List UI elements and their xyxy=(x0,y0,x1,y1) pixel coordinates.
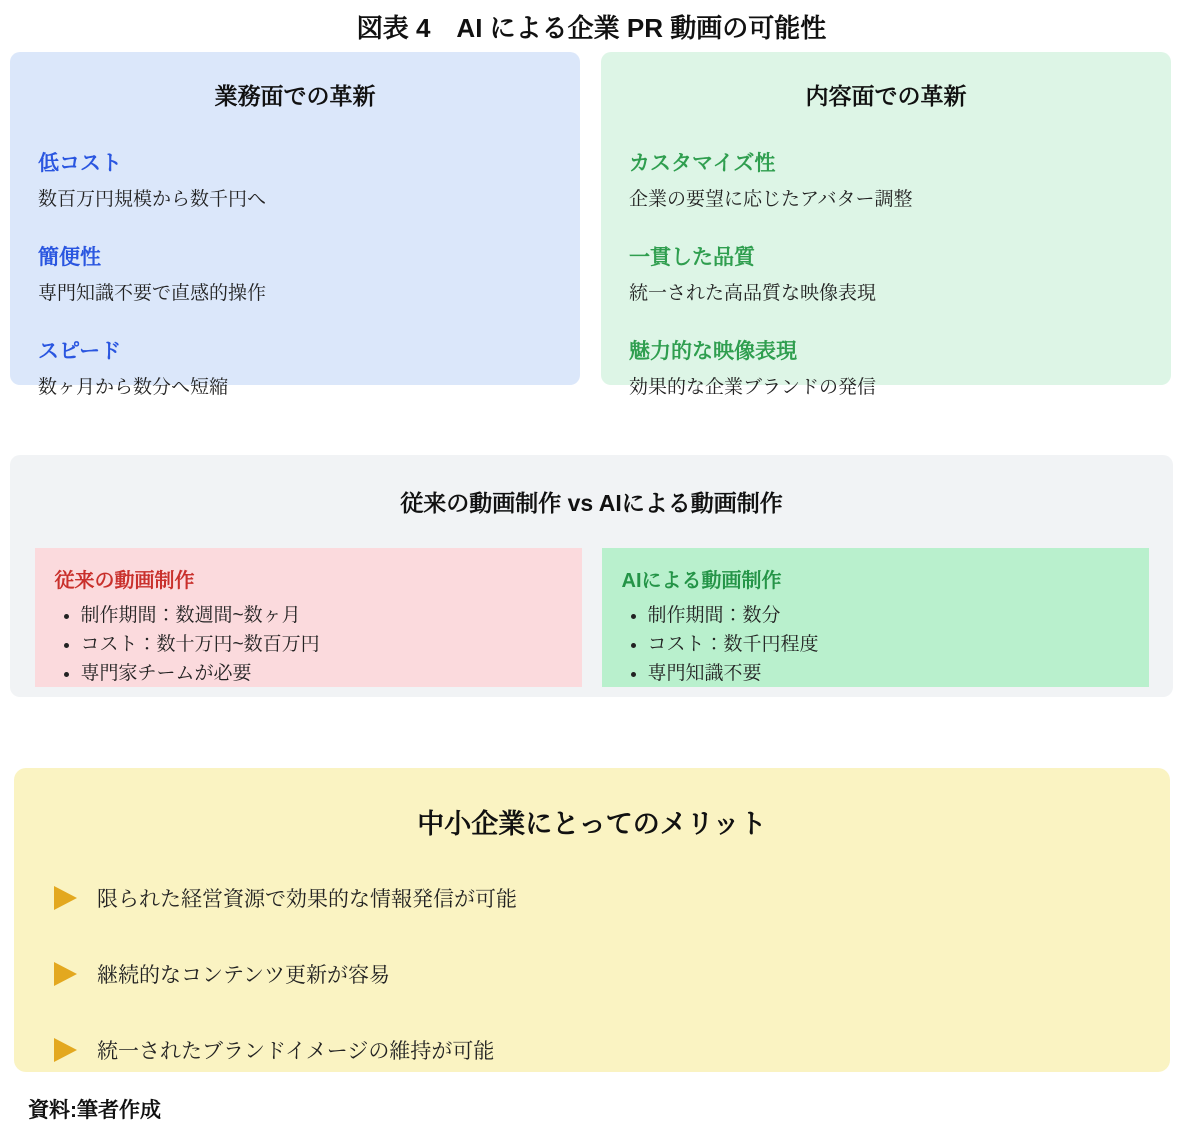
comparison-heading: 従来の動画制作 vs AIによる動画制作 xyxy=(400,490,783,516)
feature-label: カスタマイズ性 xyxy=(629,152,776,175)
business-innovation-panel xyxy=(10,52,580,398)
comparison-section xyxy=(10,455,1173,697)
merit-text: 継続的なコンテンツ更新が容易 xyxy=(97,964,390,987)
ai-bullet-list xyxy=(622,601,1129,688)
merits-section xyxy=(14,768,1170,1072)
source-note: 資料:筆者作成 xyxy=(28,1099,161,1122)
bullet-item: • 制作期間：数週間~数ヶ月 xyxy=(81,601,562,630)
merit-text: 統一されたブランドイメージの維持が可能 xyxy=(97,1040,495,1063)
merit-text: 限られた経営資源で効果的な情報発信が可能 xyxy=(97,888,517,911)
feature-label: 低コスト xyxy=(38,152,122,175)
ai-panel-heading: AIによる動画制作 xyxy=(621,570,782,592)
merit-item xyxy=(54,959,1130,989)
comparison-row xyxy=(34,548,1149,687)
feature-label: 魅力的な映像表現 xyxy=(629,340,797,363)
feature-attractive-visuals xyxy=(629,335,1143,399)
traditional-bullet-list xyxy=(55,601,562,688)
right-arrow-icon xyxy=(54,886,77,910)
feature-desc: 数ヶ月から数分へ短縮 xyxy=(38,377,229,398)
feature-speed xyxy=(38,335,552,399)
innovation-row xyxy=(10,52,1173,398)
feature-desc: 効果的な企業ブランドの発信 xyxy=(629,377,877,398)
feature-consistent-quality xyxy=(629,241,1143,305)
feature-desc: 数百万円規模から数千円へ xyxy=(38,189,267,210)
feature-label: 簡便性 xyxy=(38,246,101,269)
figure-title: 図表 4 AI による企業 PR 動画の可能性 xyxy=(356,13,827,43)
bullet-item: • コスト：数十万円~数百万円 xyxy=(81,630,562,659)
merit-item xyxy=(54,1035,1130,1065)
business-panel-heading: 業務面での革新 xyxy=(214,83,376,109)
content-innovation-panel xyxy=(601,52,1171,398)
feature-customizability xyxy=(629,147,1143,211)
bullet-item: • コスト：数千円程度 xyxy=(648,630,1129,659)
right-arrow-icon xyxy=(54,1038,77,1062)
feature-low-cost xyxy=(38,147,552,211)
traditional-panel-heading: 従来の動画制作 xyxy=(54,570,195,592)
traditional-production-panel xyxy=(35,548,582,687)
feature-label: スピード xyxy=(38,340,122,363)
feature-simplicity xyxy=(38,241,552,305)
merits-heading: 中小企業にとってのメリット xyxy=(417,809,767,839)
bullet-item: • 制作期間：数分 xyxy=(648,601,1129,630)
feature-label: 一貫した品質 xyxy=(629,246,755,269)
ai-production-panel xyxy=(602,548,1149,687)
feature-desc: 企業の要望に応じたアバター調整 xyxy=(629,189,913,210)
feature-desc: 専門知識不要で直感的操作 xyxy=(38,283,267,304)
right-arrow-icon xyxy=(54,962,77,986)
feature-desc: 統一された高品質な映像表現 xyxy=(629,283,877,304)
bullet-item: • 専門知識不要 xyxy=(648,659,1129,688)
merit-item xyxy=(54,883,1130,913)
bullet-item: • 専門家チームが必要 xyxy=(81,659,562,688)
content-panel-heading: 内容面での革新 xyxy=(805,83,967,109)
